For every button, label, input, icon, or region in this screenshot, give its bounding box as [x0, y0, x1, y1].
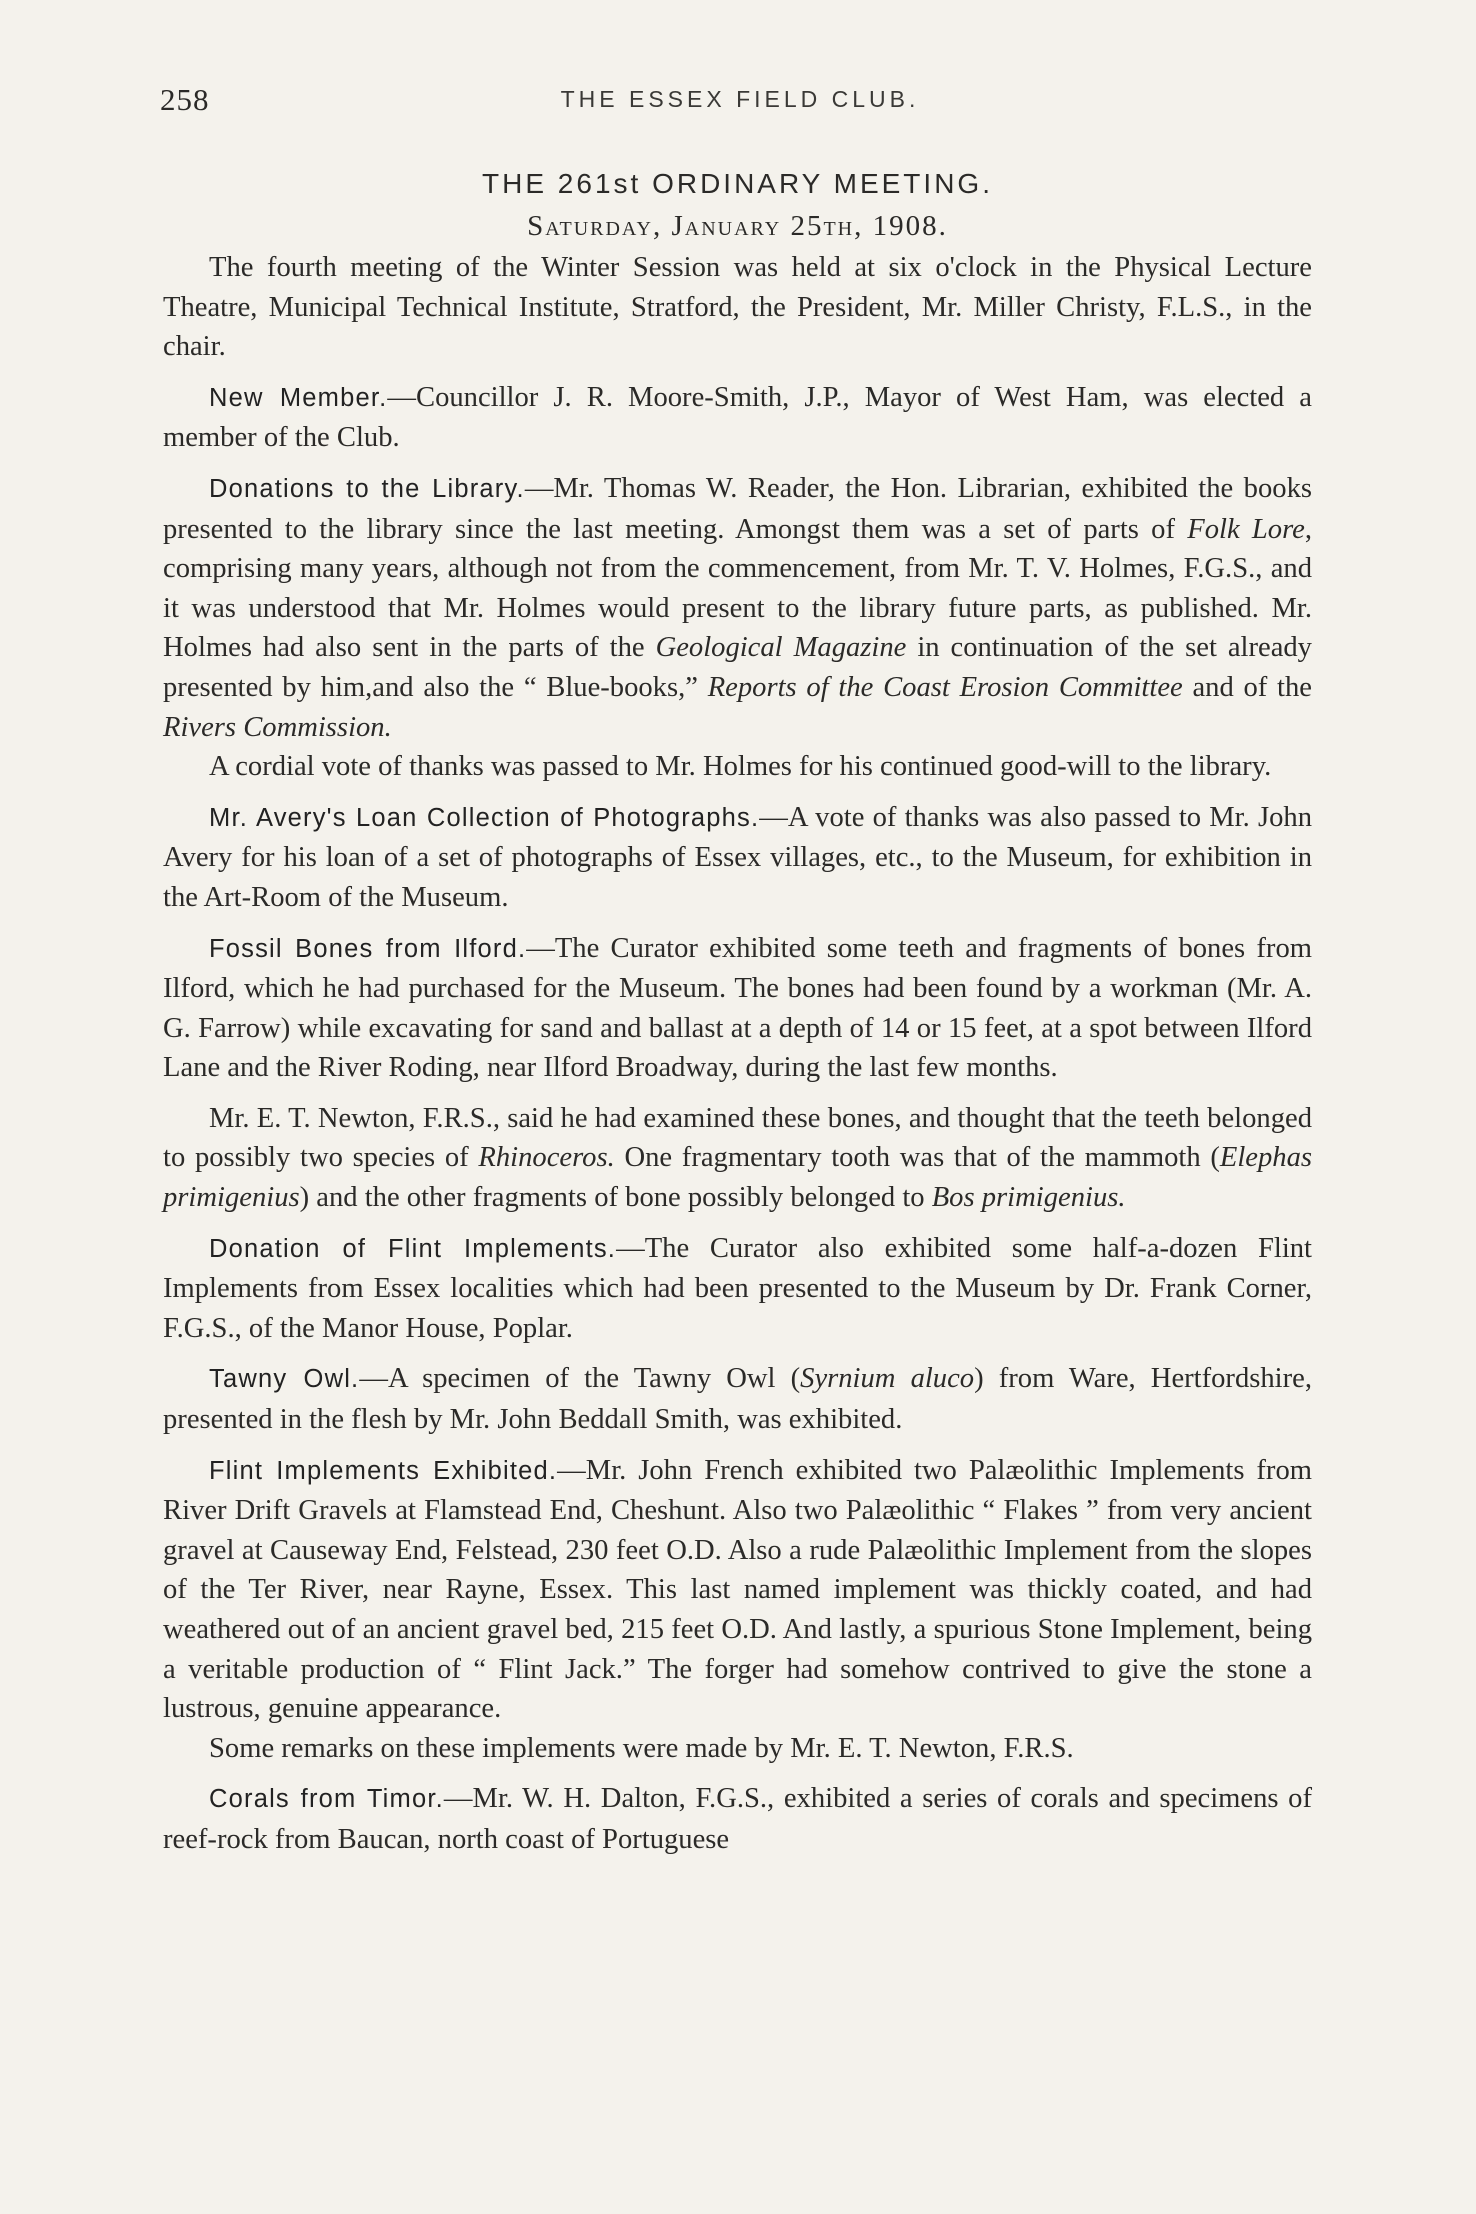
species-name: Bos primigenius. [931, 1182, 1126, 1214]
section-heading: Flint Implements Exhibited. [209, 1456, 558, 1485]
paragraph-text: ) from Ware, Hertfordshire, presented in the flesh by Mr. John Beddall Smith, was exhibited. [163, 1363, 1312, 1436]
paragraph-text: —The Curator also exhibited some half-a-dozen Flint Implements from Essex localities which had been presented to the Museum by Dr. Frank Corner, F.G.S., of the Manor House, Poplar. [163, 1232, 1312, 1344]
page-header [160, 82, 1320, 122]
paragraph-text: —Mr. John French exhibited two Palæolithic Implements from River Drift Gravels at Flamstead End, Cheshunt. Also two Palæolithic “ Flakes ” from very ancient gravel at Causeway End, Felstead, 230 feet O.D. Also a rude Palæolithic Implement from the slopes of the Ter River, near Rayne, Essex. This last named implement was thickly coated, and had weathered out of an ancient gravel bed, 215 feet O.D. And lastly, a spurious Stone Implement, being a veritable production of “ Flint Jack.” The forger had somehow contrived to give the stone a lustrous, genuine appearance. [163, 1454, 1312, 1725]
publication-title: Folk Lore [1187, 513, 1305, 545]
paragraph-text: —Mr. Thomas W. Reader, the Hon. Librarian, exhibited the books presented to the library since the last meeting. Amongst them was a set of parts of [163, 472, 1312, 545]
species-name: Syrnium aluco [800, 1363, 975, 1395]
corals-paragraph [163, 1779, 1312, 1859]
species-name: Rhinoceros. [478, 1142, 615, 1174]
publication-title: Rivers Commission. [163, 711, 392, 743]
species-name: Elephas primigenius [163, 1142, 1312, 1214]
newton-paragraph [163, 1099, 1312, 1218]
meeting-date: Saturday, January 25th, 1908. [527, 210, 948, 242]
paragraph-text: —Councillor J. R. Moore-Smith, J.P., Mayor of West Ham, was elected a member of the Club. [163, 381, 1312, 454]
page-body [163, 164, 1312, 1860]
section-heading: Donation of Flint Implements. [209, 1234, 617, 1263]
paragraph-text: , comprising many years, although not from the commencement, from Mr. T. V. Holmes, F.G.S., and it was understood that Mr. Holmes would present to the library future parts, as published. Mr. Holmes had also sent in the parts of the [163, 513, 1312, 664]
section-heading: New Member. [209, 383, 388, 412]
publication-title: Geological Magazine [655, 632, 907, 664]
page-number: 258 [160, 82, 210, 117]
remarks-paragraph: Some remarks on these implements were made by Mr. E. T. Newton, F.R.S. [209, 1732, 1074, 1764]
publication-title: Reports of the Coast Erosion Committee [707, 671, 1183, 703]
section-heading: Corals from Timor. [209, 1785, 444, 1814]
flint-exhibited-paragraph [163, 1451, 1312, 1729]
flint-donation-paragraph [163, 1229, 1312, 1349]
section-heading: Mr. Avery's Loan Collection of Photographs. [209, 803, 760, 832]
paragraph-text: —The Curator exhibited some teeth and fragments of bones from Ilford, which he had purchased for the Museum. The bones had been found by a workman (Mr. A. G. Farrow) while excavating for sand and ballast at a depth of 14 or 15 feet, at a spot between Ilford Lane and the River Roding, near Ilford Broadway, during the last few months. [163, 932, 1312, 1084]
section-heading: Fossil Bones from Ilford. [209, 934, 527, 963]
paragraph-text: One fragmentary tooth was that of the mammoth ( [614, 1142, 1220, 1174]
tawny-owl-paragraph [163, 1359, 1312, 1439]
thanks-paragraph: A cordial vote of thanks was passed to Mr. Holmes for his continued good-will to the library. [209, 751, 1272, 783]
intro-paragraph: The fourth meeting of the Winter Session was held at six o'clock in the Physical Lecture Theatre, Municipal Technical Institute, Stratford, the President, Mr. Miller Christy, F.L.S., in the chair. [163, 252, 1312, 363]
paragraph-text: and of the [1182, 671, 1312, 703]
section-heading: Donations to the Library. [209, 474, 525, 503]
section-heading: Tawny Owl. [209, 1365, 360, 1394]
paragraph-text: Mr. E. T. Newton, F.R.S., said he had examined these bones, and thought that the teeth belonged to possibly two species of [163, 1102, 1312, 1174]
running-title: THE ESSEX FIELD CLUB. [560, 86, 920, 112]
avery-loan-paragraph [163, 798, 1312, 918]
paragraph-text: —Mr. W. H. Dalton, F.G.S., exhibited a series of corals and specimens of reef-rock from Baucan, north coast of Portuguese [163, 1783, 1312, 1855]
new-member-paragraph [163, 378, 1312, 458]
fossil-bones-paragraph [163, 929, 1312, 1088]
meeting-title: THE 261st ORDINARY MEETING. [482, 168, 993, 199]
donations-library-paragraph [163, 469, 1312, 747]
paragraph-text: ) and the other fragments of bone possibly belonged to [299, 1182, 932, 1214]
paragraph-text: —A specimen of the Tawny Owl ( [359, 1363, 801, 1395]
paragraph-text: —A vote of thanks was also passed to Mr. John Avery for his loan of a set of photographs of Essex villages, etc., to the Museum, for exhibition in the Art-Room of the Museum. [163, 801, 1312, 913]
paragraph-text: in continuation of the set already presented by him,and also the “ Blue-books,” [163, 632, 1312, 703]
